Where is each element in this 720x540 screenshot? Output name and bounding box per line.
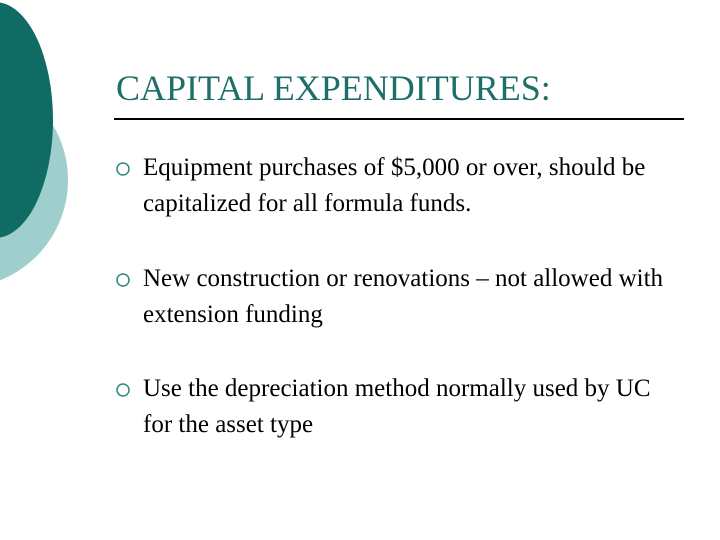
hollow-circle-icon (115, 272, 131, 288)
decorative-circles-graphic (0, 0, 120, 290)
bullet-text: New construction or renovations – not allowed with extension funding (143, 265, 664, 328)
slide-title: CAPITAL EXPENDITURES: (116, 68, 551, 108)
bullet-text: Use the depreciation method normally used by UC for the asset type (143, 375, 651, 438)
hollow-circle-icon (115, 161, 131, 177)
title-underline-divider (114, 118, 684, 120)
bullet-text: Equipment purchases of $5,000 or over, should be capitalized for all formula funds. (143, 154, 646, 217)
hollow-circle-icon (115, 382, 131, 398)
